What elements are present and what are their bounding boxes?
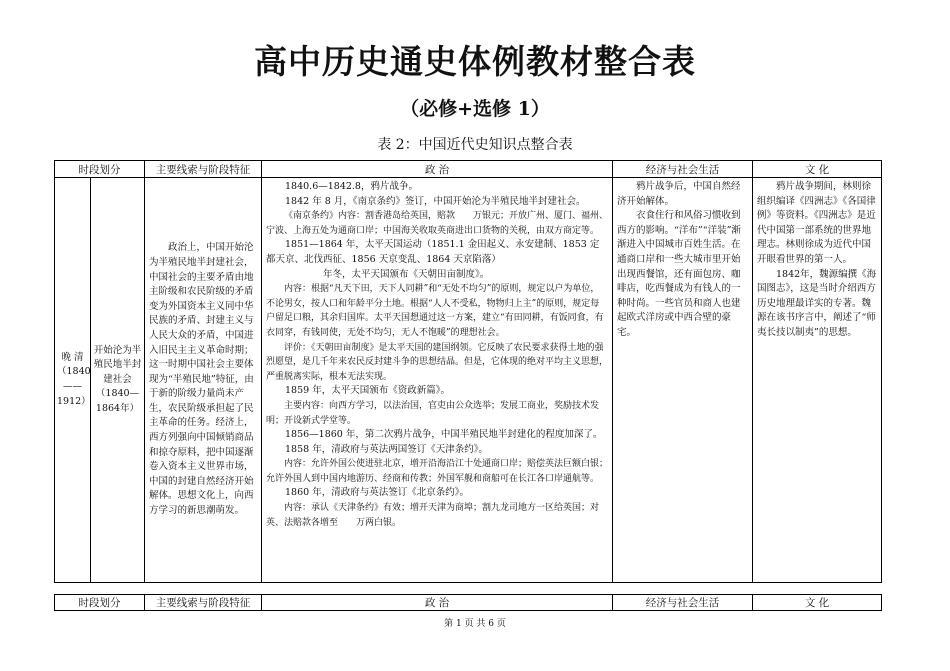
culture-line: 1842年，魏源编撰《海国图志》，这是当时介绍西方历史地理最详实的专著。魏源在该书序言中，阐述了“师夷长技以制夷”的思想。: [757, 268, 877, 338]
politics-line: 1851—1864 年，太平天国运动（1851.1 金田起义、永安建制、1853 定都天京、北伐西征、1856 天京变乱、1864 天京陷落）: [266, 239, 600, 265]
politics-line: 1840.6—1842.8，鸦片战争。: [285, 181, 418, 192]
header-period: 时段划分: [55, 595, 145, 611]
politics-line: 1842 年 8 月，《南京条约》签订，中国开始沦为半殖民地半封建社会。: [285, 195, 586, 207]
table-header-row: [55, 595, 882, 611]
header-culture: 文 化: [753, 595, 882, 611]
document-subtitle: （必修+选修 1）: [400, 98, 550, 120]
politics-line: 1858 年，清政府与英法两国签订《天津条约》。: [285, 443, 488, 455]
politics-line: 1856—1860 年，第二次鸦片战争，中国半殖民地半封建化的程度加深了。: [285, 429, 603, 441]
politics-line: 年冬，太平天国颁布《天朝田亩制度》。: [323, 268, 490, 280]
politics-line: 主要内容：向西方学习，以法治国，官吏由公众选举；发展工商业，奖励技术发明；开设新式学堂等。: [266, 400, 600, 426]
culture-line: 鸦片战争期间，林则徐组织编译《四洲志》《各国律例》等资料。《四洲志》是近代中国第一部系统的世界地理志。林则徐成为近代中国开眼看世界的第一人。: [757, 181, 876, 265]
politics-line: 内容：允许外国公使进驻北京，增开沿海沿江十处通商口岸；赔偿英法巨额白银；允许外国人到中国内地游历、经商和传教；外国军舰和商船可在长江各口岸通航等。: [266, 459, 609, 484]
era-cell: 晚 清（1840——1912）: [55, 178, 91, 583]
features-cell: [145, 178, 262, 583]
politics-line: 1859 年，太平天国颁布《资政新篇》。: [285, 385, 450, 397]
header-culture: 文 化: [753, 161, 882, 178]
header-economy: 经济与社会生活: [613, 161, 753, 178]
history-table: [54, 160, 882, 583]
table-caption: 表 2：中国近代史知识点整合表: [377, 137, 573, 153]
header-features: 主要线索与阶段特征: [145, 161, 262, 178]
economy-line: 鸦片战争后，中国自然经济开始解体。: [617, 181, 741, 207]
politics-line: 内容：根据“凡天下田，天下人同耕”和“无处不均匀”的原则，规定以户为单位，不论男女，按人口和年龄平分土地。根据“人人不受私，物物归上主”的原则，规定每户留足口粮，其余归国库。太平天国想通过这一方案，建立“有田同耕，有饭同食，有衣同穿，有钱同使，无处不均匀，无人不饱暖”的理想社会。: [266, 284, 604, 338]
features-text: 政治上，中国开始沦为半殖民地半封建社会，中国社会的主要矛盾由地主阶级和农民阶级的矛盾变为外国资本主义同中华民族的矛盾、封建主义与人民大众的矛盾，中国进入旧民主主义革命时期；这一时期中国社会主要体现为“半殖民地”特征，由于新的阶级力量尚未产生，农民阶级承担起了民主革命的任务。经济上，西方列强向中国倾销商品和掠夺原料，把中国逐渐卷入资本主义世界市场，中国的封建自然经济开始解体。思想文化上，向西方学习的新思潮萌发。: [149, 242, 254, 517]
table-header-row: [55, 161, 882, 178]
economy-cell: [613, 178, 753, 583]
politics-line: 评价：《天朝田亩制度》是太平天国的建国纲领。它反映了农民要求获得土地的强烈愿望，是几千年来农民反封建斗争的思想结晶。但是，它体现的绝对平均主义思想，严重脱离实际，根本无法实现。: [266, 342, 609, 382]
politics-cell: [262, 178, 613, 583]
stage-cell: 开始沦为半殖民地半封建社会（1840—1864年）: [91, 178, 145, 583]
header-period: 时段划分: [55, 161, 145, 178]
page-number: 第 1 页 共 6 页: [444, 619, 506, 629]
header-features: 主要线索与阶段特征: [145, 595, 262, 611]
table-row: [55, 178, 882, 583]
politics-line: 《南京条约》内容：割香港岛给英国，赔款 万银元；开放广州、厦门、福州、宁波、上海五处为通商口岸；中国海关收取英商进出口货物的关税，由双方商定等。: [266, 211, 609, 236]
culture-cell: [753, 178, 882, 583]
document-title: 高中历史通史体例教材整合表: [254, 42, 696, 81]
header-politics: 政 治: [262, 595, 613, 611]
header-economy: 经济与社会生活: [613, 595, 753, 611]
politics-line: 内容：承认《天津条约》有效；增开天津为商埠；割九龙司地方一区给英国；对英、法赔款各增至 万两白银。: [266, 503, 600, 528]
economy-line: 衣食住行和风俗习惯收到西方的影响。“洋布”“洋装”渐渐进入中国城市百姓生活。在通商口岸和一些大城市里开始出现西餐馆，还有面包房、咖啡店，吃西餐成为有钱人的一种时尚。一些官员和商人也建起欧式洋房或中西合壁的豪宅。: [617, 210, 741, 338]
repeated-header-table: [54, 594, 882, 611]
header-politics: 政 治: [262, 161, 613, 178]
politics-line: 1860 年，清政府与英法签订《北京条约》。: [285, 487, 469, 499]
